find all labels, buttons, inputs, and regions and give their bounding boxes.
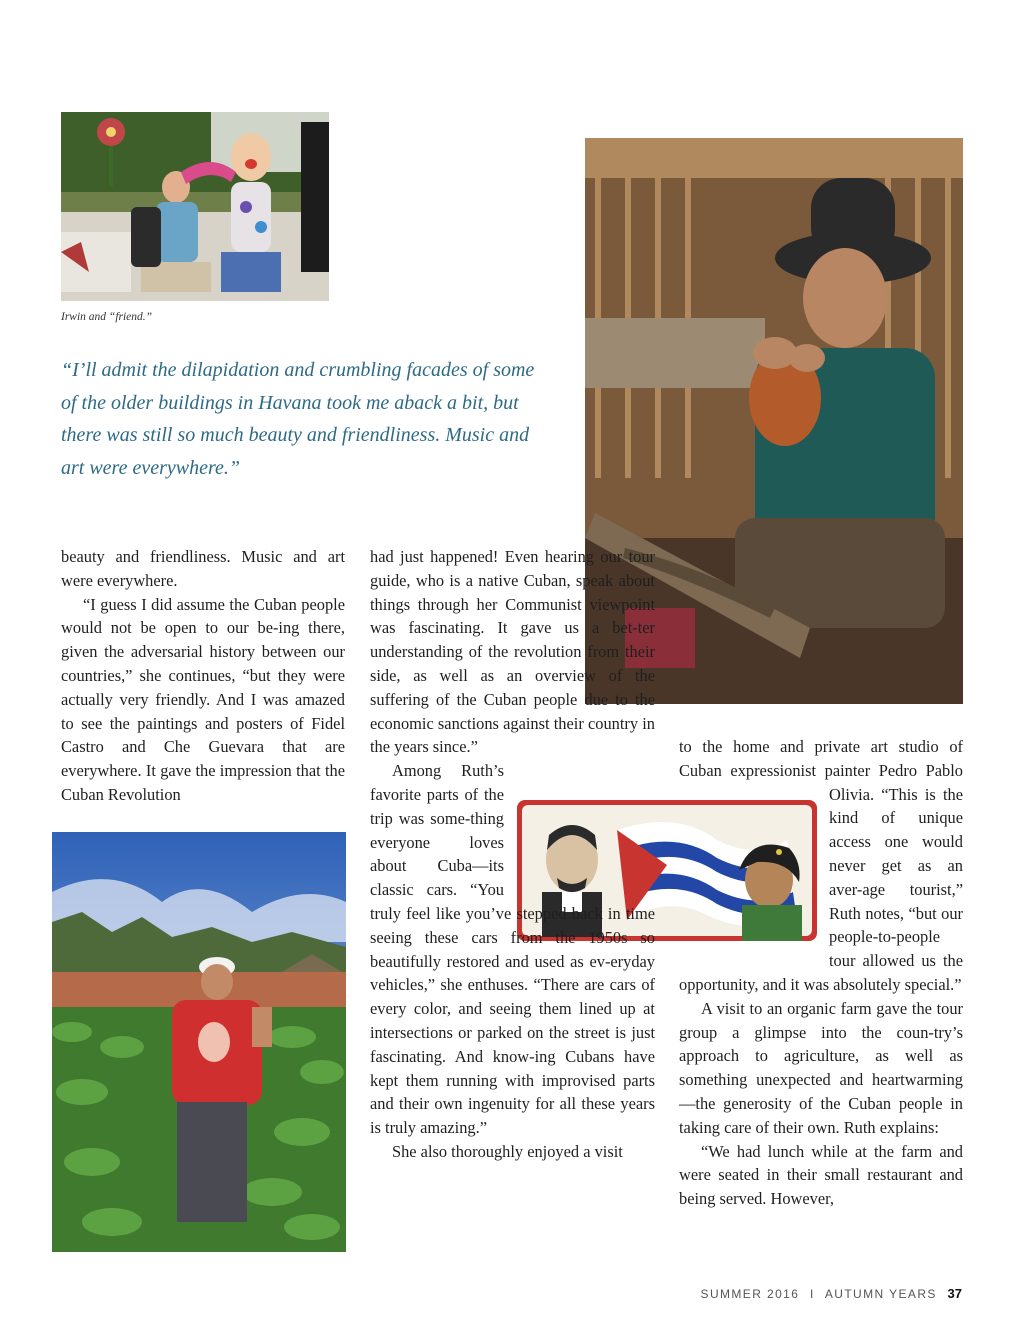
pull-quote-text: “I’ll admit the dilapidation and crumbling facades of some of the older buildings in Havana took me aback a bit, but there was still so much beauty and friendliness. Music and art were everywhere.” — [61, 359, 535, 479]
column-1 — [61, 545, 345, 807]
photo-man-with-sculptures-icon — [61, 112, 329, 301]
column-3 — [679, 735, 963, 1211]
photo-man-in-tobacco-field-icon — [52, 832, 346, 1252]
column-2-paragraph-1: had just happened! Even hearing our tour guide, who is a native Cuban, speak about things through her Communist viewpoint was fascinating. It gave us a bet-ter understanding of the revolution from their side, as well as an overview of the suffering of the Cuban people due to the economic sanctions against their country in the years since.” — [370, 547, 655, 757]
irwin-photo — [61, 112, 329, 301]
footer-separator: I — [810, 1287, 815, 1301]
column-3-paragraph-1: to the home and private art studio of Cuban expressionist painter Pedro Pablo Olivia. “This is the kind of unique access one would never get as an aver-age tourist,” Ruth notes, “but our people-to-people tour allowed us the opportunity, and it was absolutely special.” — [679, 737, 963, 994]
column-2-paragraph-2: Among Ruth’s favorite parts of the trip was some-thing everyone loves about Cuba—its classic cars. “You truly feel like you’ve stepped back in time seeing these cars from the 1950s so beautifully restored and used as ev-eryday vehicles,” she enthuses. “There are cars of every color, and seeing them lined up at intersections or parked on the street is just fascinating. And know-ing Cubans have kept them running with improvised parts and their own ingenuity for all these years is truly amazing.” — [370, 761, 655, 1138]
column-2 — [370, 545, 655, 1164]
column-3-paragraph-2: A visit to an organic farm gave the tour group a glimpse into the coun-try’s approach to agriculture, as well as something unexpected and heartwarming—the generosity of the Cuban people in taking care of their own. Ruth explains: — [679, 998, 963, 1137]
column-1-paragraph-2: “I guess I did assume the Cuban people would not be open to our be-ing there, given the adversarial history between our countries,” she continues, “but they were actually very friendly. And I was amazed to see the paintings and posters of Fidel Castro and Che Guevara that are everywhere. It gave the impression that the Cuban Revolution — [61, 594, 345, 804]
page-footer — [701, 1286, 962, 1301]
footer-issue: SUMMER 2016 — [700, 1287, 800, 1301]
pull-quote — [61, 354, 551, 484]
column-3-paragraph-3: “We had lunch while at the farm and were seated in their small restaurant and being served. However, — [679, 1141, 963, 1209]
photo-caption: Irwin and “friend.” — [61, 311, 153, 323]
page-number: 37 — [947, 1286, 962, 1301]
column-1-paragraph-1: beauty and friendliness. Music and art were everywhere. — [61, 547, 345, 590]
footer-magazine: AUTUMN YEARS — [824, 1287, 937, 1301]
column-2-paragraph-3: She also thoroughly enjoyed a visit — [392, 1141, 623, 1161]
field-photo — [52, 832, 346, 1252]
